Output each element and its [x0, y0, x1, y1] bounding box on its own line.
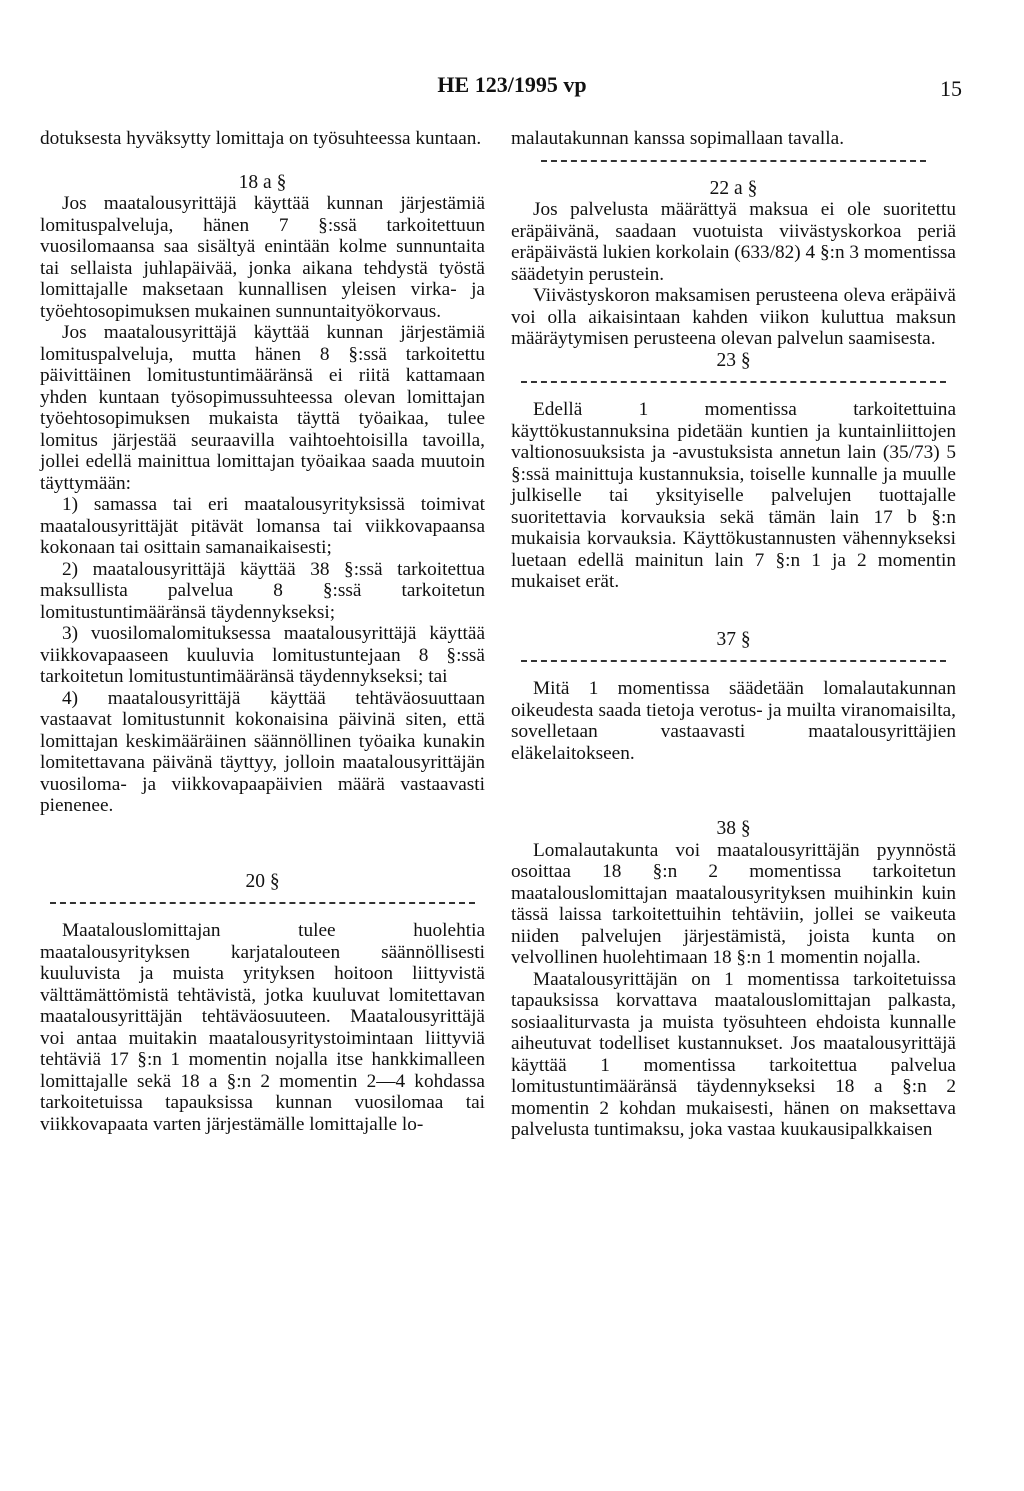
right-column [511, 128, 956, 1141]
paragraph-38-1: Lomalautakunta voi maatalousyrittäjän pyynnöstä osoittaa 18 §:n 2 momentissa tarkoitetun maatalouslomittajan maatalousyrityksen muihinkin kuin tässä laissa tarkoitettuihin tehtäviin, jollei se vaikeuta niiden palvelujen järjestämistä, joista kunta on velvollinen huolehtimaan 18 §:n 1 momentin nojalla. [511, 839, 956, 968]
paragraph-22a-2: Viivästyskoron maksamisen perusteena oleva eräpäivä voi olla aikaisintaan kahden viikon kuluttua maksun määräytymisen perusteena olevan palvelun saamisesta. [511, 285, 956, 349]
right-intro-text: malautakunnan kanssa sopimallaan tavalla. [511, 128, 845, 149]
omission-dash-line [521, 381, 946, 383]
paragraph-23-1: Edellä 1 momentissa tarkoitettuina käyttökustannuksina pidetään kuntien ja kuntainliittojen valtionosuuksista ja -avustuksista annetun lain (35/73) 5 §:ssä mainittuja kustannuksia, toiselle kunnalle ja muulle julkiselle tai yksityiselle palvelujen tuottajalle suoritettavia korvauksia sekä tämän lain 17 b §:n mukaisia korvauksia. Käyttökustannusten vähennykseksi luetaan edellä mainitun lain 7 §:n 1 ja 2 momentin mukaiset erät. [511, 399, 956, 592]
page-header-title: HE 123/1995 vp [437, 72, 587, 97]
paragraph-37-1: Mitä 1 momentissa säädetään lomalautakunnan oikeudesta saada tietoja verotus- ja muilta viranomaisilta, sovelletaan vastaavasti maatalousyrittäjien eläkelaitokseen. [511, 678, 956, 764]
paragraph-18a-1: Jos maatalousyrittäjä käyttää kunnan järjestämiä lomituspalveluja, hänen 7 §:ssä tarkoitettuun vuosilomaansa saa sisältyä enintään kolme sunnuntaita tai sellaista juhlapäivää, jonka aikana tehdystä työstä lomittajalle maksetaan kunnallisen yleisen virka- ja työehtosopimuksen mukainen sunnuntaityökorvaus. [40, 193, 485, 322]
section-heading-37: 37 § [716, 628, 751, 650]
section-heading-20: 20 § [245, 870, 280, 892]
omission-dash-line [521, 660, 946, 662]
section-heading-23: 23 § [716, 349, 751, 371]
page-number: 15 [940, 76, 962, 101]
list-item-18a-2: 2) maatalousyrittäjä käyttää 38 §:ssä tarkoitettua maksullista palvelua 8 §:ssä tarkoitetun lomitustuntimääränsä täydennykseksi; [40, 558, 485, 623]
list-item-18a-1: 1) samassa tai eri maatalousyrityksissä toimivat maatalousyrittäjät pitävät lomansa tai viikkovapaansa kokonaan tai osittain samanaikaisesti; [40, 494, 485, 558]
paragraph-38-2: Maatalousyrittäjän on 1 momentissa tarkoitetuissa tapauksissa korvattava maatalouslomittajan palkasta, sosiaaliturvasta ja muista työsuhteen ehdoista kunnalle aiheutuvat todelliset kustannukset. Jos maatalousyrittäjä käyttää 1 momentissa tarkoitettua palvelua lomitustuntimääränsä täydennykseksi 18 a §:n 2 momentin 2 kohdan mukaisesti, hänen on maksettava palvelusta tuntimaksu, joka vastaa kuukausipalkkaisen [511, 968, 956, 1140]
left-column [40, 128, 485, 1135]
list-item-18a-4: 4) maatalousyrittäjä käyttää tehtäväosuuttaan vastaavat lomitustunnit kokonaisina päivinä siten, että lomittajan keskimääräinen säännöllinen työaika kunakin lomitettavana päivänä täyttyy, jolloin maatalousyrittäjän vuosiloma- ja viikkovapaapäivien määrä vastaavasti pienenee. [40, 687, 485, 816]
omission-dash-line [541, 160, 926, 162]
section-heading-18a: 18 a § [238, 171, 287, 193]
paragraph-22a-1: Jos palvelusta määrättyä maksua ei ole suoritettu eräpäivänä, saadaan vuotuista viivästyskorkoa periä eräpäivästä lukien korkolain (633/82) 4 §:n 3 momentissa säädetyin perustein. [511, 199, 956, 285]
paragraph-20-1: Maatalouslomittajan tulee huolehtia maatalousyrityksen karjatalouteen säännöllisesti kuuluvista ja muista yrityksen hoitoon liittyvistä välttämättömistä tehtävistä, jotka kuuluvat lomitettavan maatalousyrittäjän tehtäväosuuteen. Maatalousyrittäjä voi antaa muitakin maatalousyritystoimintaan liittyviä tehtäviä 17 §:n 1 momentin nojalla itse hankkimalleen lomittajalle sekä 18 a §:n 2 momentin 2—4 kohdassa tarkoitetuissa tapauksissa kunnan vuosilomaa tai viikkovapaata varten järjestämälle lomittajalle lo- [40, 920, 485, 1135]
section-heading-22a: 22 a § [709, 177, 758, 199]
paragraph-18a-2: Jos maatalousyrittäjä käyttää kunnan järjestämiä lomituspalveluja, mutta hänen 8 §:ssä tarkoitettu päivittäinen lomitustuntimääränsä ei riitä kattamaan yhden kuntaan työsopimussuhteessa olevan lomittajan työehtosopimuksen mukaista täyttä työaikaa, tulee lomitus järjestää seuraavilla vaihtoehtoisilla tavoilla, jollei edellä mainittua lomittajan työaikaa saada muutoin täyttymään: [40, 322, 485, 494]
left-intro-text: dotuksesta hyväksytty lomittaja on työsuhteessa kuntaan. [40, 128, 482, 149]
omission-dash-line [50, 902, 475, 904]
list-item-18a-3: 3) vuosilomalomituksessa maatalousyrittäjä käyttää viikkovapaaseen kuuluvia lomitustuntejaan 8 §:ssä tarkoitetun lomitustuntimääränsä täydennykseksi; tai [40, 623, 485, 687]
section-heading-38: 38 § [716, 818, 751, 839]
